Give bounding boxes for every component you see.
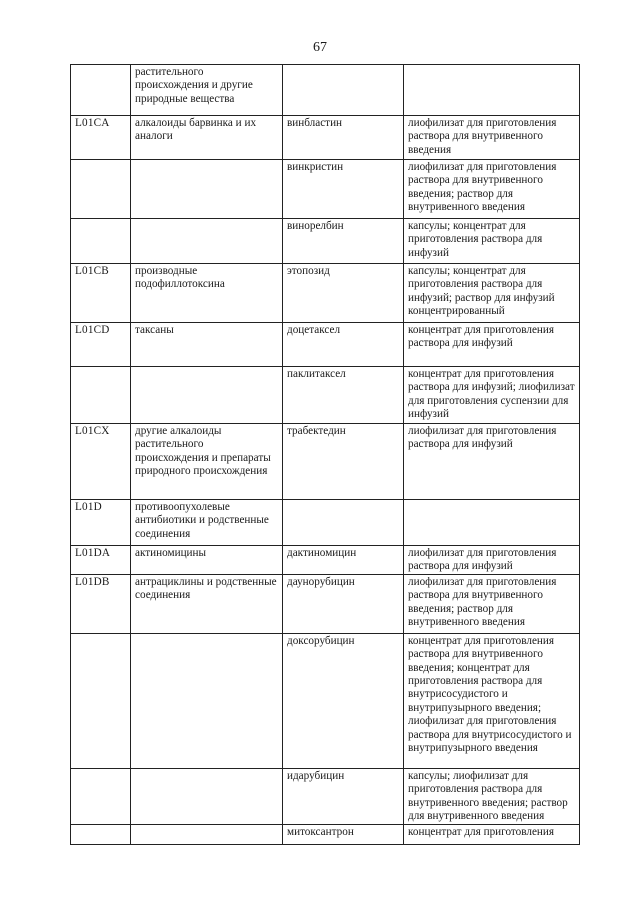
atc-code-cell: L01CD (71, 323, 131, 367)
drug-table-body (71, 65, 580, 845)
anatomical-group-cell: алкалоиды барвинка и их аналоги (131, 116, 283, 160)
anatomical-group-cell (131, 824, 283, 844)
atc-code-cell (71, 65, 131, 116)
atc-code-cell (71, 367, 131, 424)
atc-code-cell: L01D (71, 500, 131, 546)
page-number: 67 (313, 40, 327, 55)
drug-name-cell: идарубицин (283, 768, 404, 824)
drug-name-cell: винорелбин (283, 219, 404, 264)
anatomical-group-cell: противоопухолевые антибиотики и родственные соединения (131, 500, 283, 546)
dosage-form-cell: лиофилизат для приготовления раствора для внутривенного введения (404, 116, 580, 160)
table-row (71, 633, 580, 768)
dosage-form-cell: концентрат для приготовления раствора для инфузий; лиофилизат для приготовления суспензии для инфузий (404, 367, 580, 424)
drug-name-cell: винкристин (283, 160, 404, 219)
table-row (71, 160, 580, 219)
drug-table (70, 64, 580, 845)
dosage-form-cell: концентрат для приготовления раствора для инфузий (404, 323, 580, 367)
dosage-form-cell: концентрат для приготовления (404, 824, 580, 844)
atc-code-cell (71, 633, 131, 768)
anatomical-group-cell: производные подофиллотоксина (131, 264, 283, 323)
table-row (71, 264, 580, 323)
drug-name-cell: трабектедин (283, 424, 404, 500)
dosage-form-cell: лиофилизат для приготовления раствора для внутривенного введения; раствор для внутривенного введения (404, 574, 580, 633)
atc-code-cell (71, 219, 131, 264)
dosage-form-cell: лиофилизат для приготовления раствора для внутривенного введения; раствор для внутривенного введения (404, 160, 580, 219)
dosage-form-cell (404, 65, 580, 116)
table-row (71, 574, 580, 633)
anatomical-group-cell (131, 633, 283, 768)
atc-code-cell: L01CB (71, 264, 131, 323)
dosage-form-cell: капсулы; концентрат для приготовления раствора для инфузий; раствор для инфузий концентрированный (404, 264, 580, 323)
anatomical-group-cell: таксаны (131, 323, 283, 367)
atc-code-cell: L01CX (71, 424, 131, 500)
dosage-form-cell: лиофилизат для приготовления раствора для инфузий (404, 546, 580, 575)
drug-name-cell: даунорубицин (283, 574, 404, 633)
anatomical-group-cell: актиномицины (131, 546, 283, 575)
atc-code-cell: L01DB (71, 574, 131, 633)
atc-code-cell: L01CA (71, 116, 131, 160)
drug-name-cell: доксорубицин (283, 633, 404, 768)
atc-code-cell (71, 824, 131, 844)
drug-name-cell (283, 65, 404, 116)
anatomical-group-cell: растительного происхождения и другие природные вещества (131, 65, 283, 116)
table-row (71, 424, 580, 500)
drug-name-cell: этопозид (283, 264, 404, 323)
atc-code-cell (71, 768, 131, 824)
table-row (71, 824, 580, 844)
table-row (71, 367, 580, 424)
table-row (71, 116, 580, 160)
drug-name-cell: митоксантрон (283, 824, 404, 844)
dosage-form-cell (404, 500, 580, 546)
dosage-form-cell: лиофилизат для приготовления раствора для инфузий (404, 424, 580, 500)
table-row (71, 768, 580, 824)
atc-code-cell: L01DA (71, 546, 131, 575)
table-row (71, 323, 580, 367)
drug-name-cell: винбластин (283, 116, 404, 160)
anatomical-group-cell (131, 160, 283, 219)
anatomical-group-cell: антрациклины и родственные соединения (131, 574, 283, 633)
dosage-form-cell: капсулы; концентрат для приготовления раствора для инфузий (404, 219, 580, 264)
drug-name-cell: дактиномицин (283, 546, 404, 575)
drug-name-cell (283, 500, 404, 546)
table-row (71, 219, 580, 264)
anatomical-group-cell (131, 768, 283, 824)
dosage-form-cell: концентрат для приготовления раствора для внутривенного введения; концентрат для приготовления раствора для внутрисосудистого и внутрипузырного введения; лиофилизат для приготовления раствора для внутрисосудистого и внутрипузырного введения (404, 633, 580, 768)
table-row (71, 546, 580, 575)
table-row (71, 500, 580, 546)
anatomical-group-cell (131, 367, 283, 424)
table-row (71, 65, 580, 116)
dosage-form-cell: капсулы; лиофилизат для приготовления раствора для внутривенного введения; раствор для внутривенного введения (404, 768, 580, 824)
anatomical-group-cell (131, 219, 283, 264)
atc-code-cell (71, 160, 131, 219)
drug-name-cell: доцетаксел (283, 323, 404, 367)
drug-name-cell: паклитаксел (283, 367, 404, 424)
anatomical-group-cell: другие алкалоиды растительного происхождения и препараты природного происхождения (131, 424, 283, 500)
